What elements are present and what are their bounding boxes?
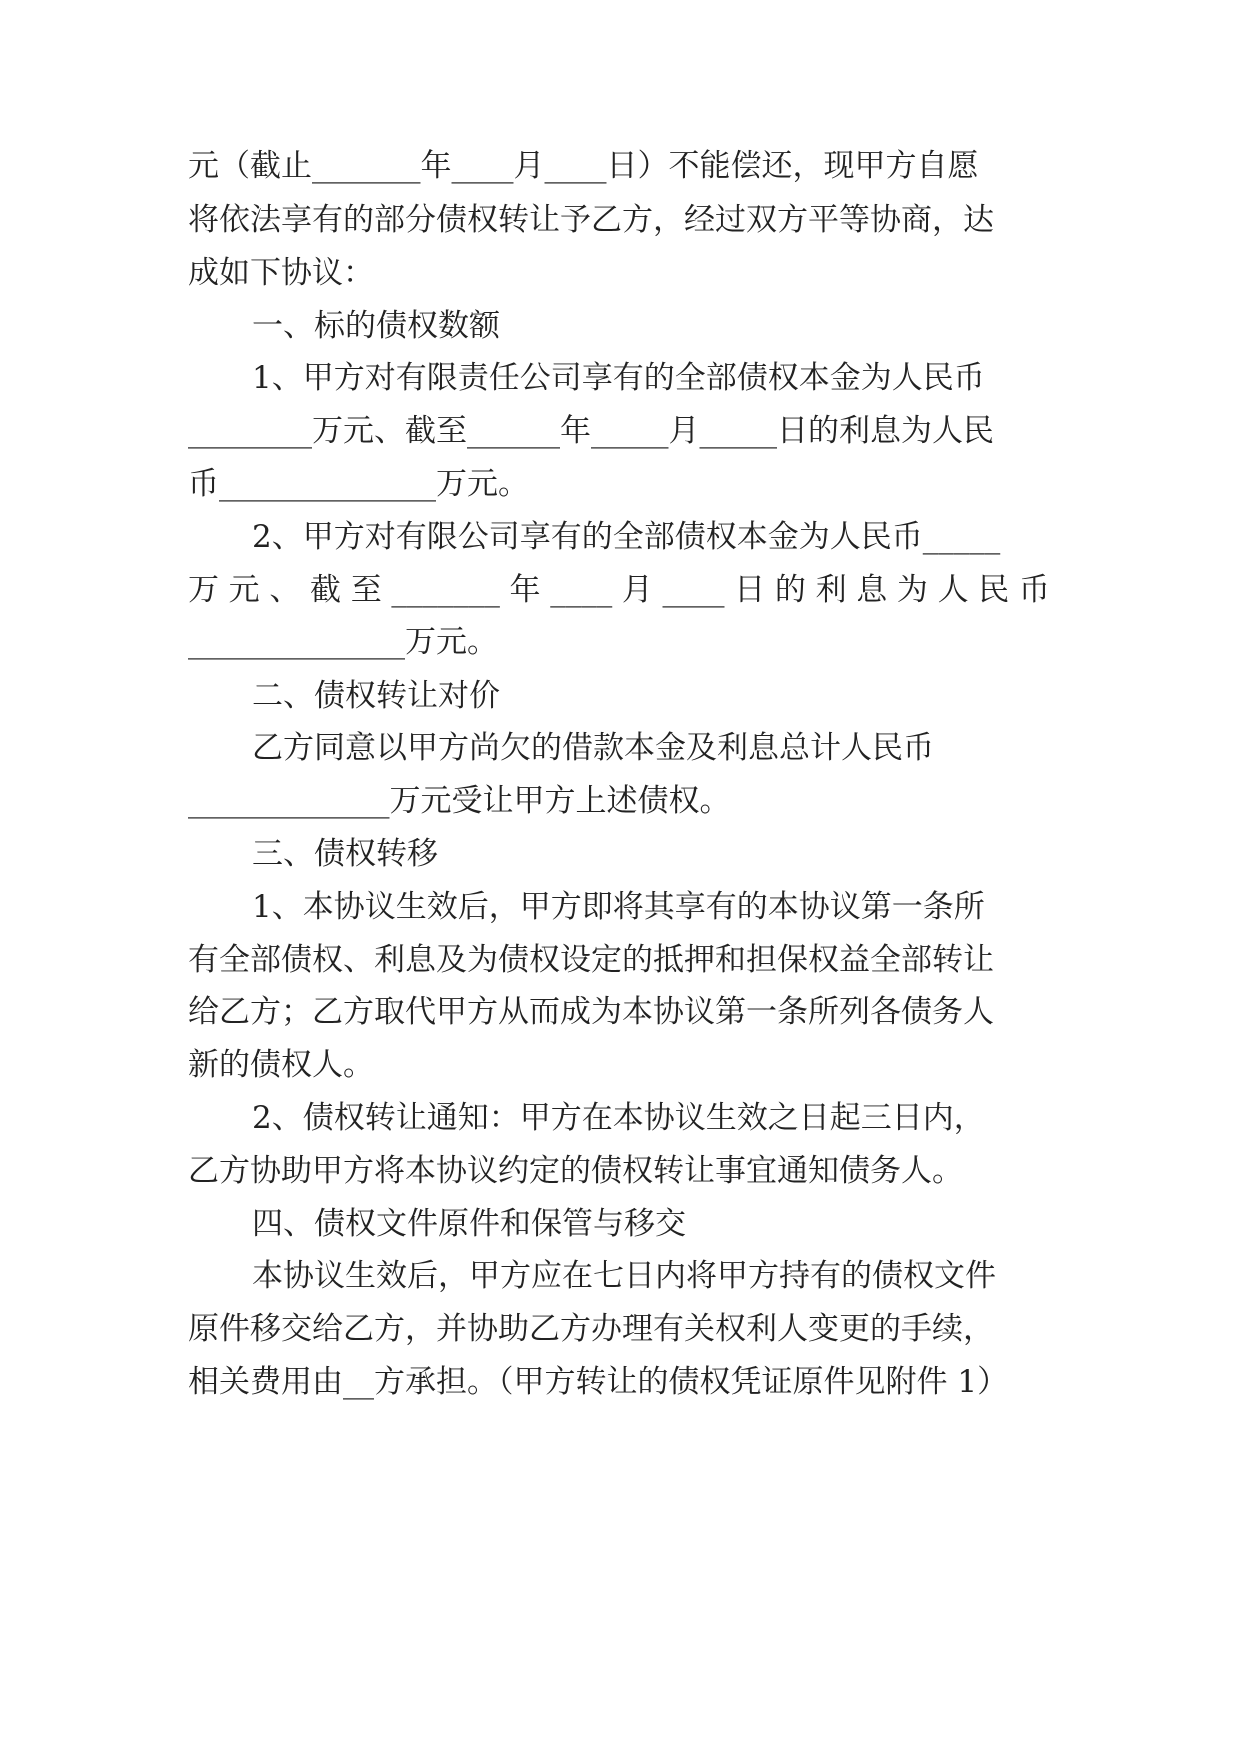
text-line: 成如下协议：: [188, 255, 374, 291]
text-glyph: 的: [774, 572, 806, 608]
text-line: 元（截止_______年____月____日）不能偿还，现甲方自愿: [188, 148, 979, 184]
text-line: 将依法享有的部分债权转让予乙方，经过双方平等协商，达: [188, 202, 994, 238]
section-heading: 四、债权文件原件和保管与移交: [252, 1206, 686, 1242]
text-line: 原件移交给乙方，并协助乙方办理有关权利人变更的手续，: [188, 1311, 994, 1347]
text-line: 给乙方；乙方取代甲方从而成为本协议第一条所列各债务人: [188, 994, 994, 1030]
section-heading: 三、债权转移: [252, 836, 438, 872]
text-glyph: 利: [815, 572, 847, 608]
text-line: 新的债权人。: [188, 1047, 374, 1083]
text-line: 本协议生效后，甲方应在七日内将甲方持有的债权文件: [252, 1258, 996, 1294]
section-heading: 一、标的债权数额: [252, 308, 500, 344]
text-line: 1、本协议生效后，甲方即将其享有的本协议第一条所: [252, 889, 985, 925]
text-glyph: 日: [734, 572, 766, 608]
text-line: 币______________万元。: [188, 466, 529, 502]
text-glyph: 截: [310, 572, 342, 608]
text-line: ________万元、截至______年_____月_____日的利息为人民: [188, 413, 994, 449]
text-glyph: 月: [621, 572, 653, 608]
justified-text-line: [188, 570, 1050, 610]
text-glyph: 至: [350, 572, 382, 608]
text-glyph: 币: [1018, 572, 1050, 608]
text-line: 2、甲方对有限公司享有的全部债权本金为人民币_____: [252, 519, 1001, 555]
text-glyph: 万: [188, 572, 219, 608]
text-line: 2、债权转让通知：甲方在本协议生效之日起三日内，: [252, 1100, 985, 1136]
blank-field: ____: [550, 572, 613, 608]
text-line: ______________万元。: [188, 624, 498, 660]
blank-field: _______: [391, 572, 500, 608]
text-glyph: 年: [509, 572, 541, 608]
section-heading: 二、债权转让对价: [252, 678, 500, 714]
text-line: 1、甲方对有限责任公司享有的全部债权本金为人民币: [252, 360, 985, 396]
text-glyph: 为: [896, 572, 928, 608]
text-line: 乙方协助甲方将本协议约定的债权转让事宜通知债务人。: [188, 1153, 963, 1189]
text-line: 乙方同意以甲方尚欠的借款本金及利息总计人民币: [252, 730, 934, 766]
text-glyph: 民: [978, 572, 1010, 608]
text-glyph: 元: [228, 572, 260, 608]
text-line: 相关费用由__方承担。（甲方转让的债权凭证原件见附件 1）: [188, 1364, 1009, 1400]
text-line: 有全部债权、利息及为债权设定的抵押和担保权益全部转让: [188, 942, 994, 978]
blank-field: ____: [662, 572, 725, 608]
text-glyph: 人: [937, 572, 969, 608]
text-line: _____________万元受让甲方上述债权。: [188, 783, 731, 819]
text-glyph: 息: [856, 572, 888, 608]
text-glyph: 、: [269, 572, 301, 608]
